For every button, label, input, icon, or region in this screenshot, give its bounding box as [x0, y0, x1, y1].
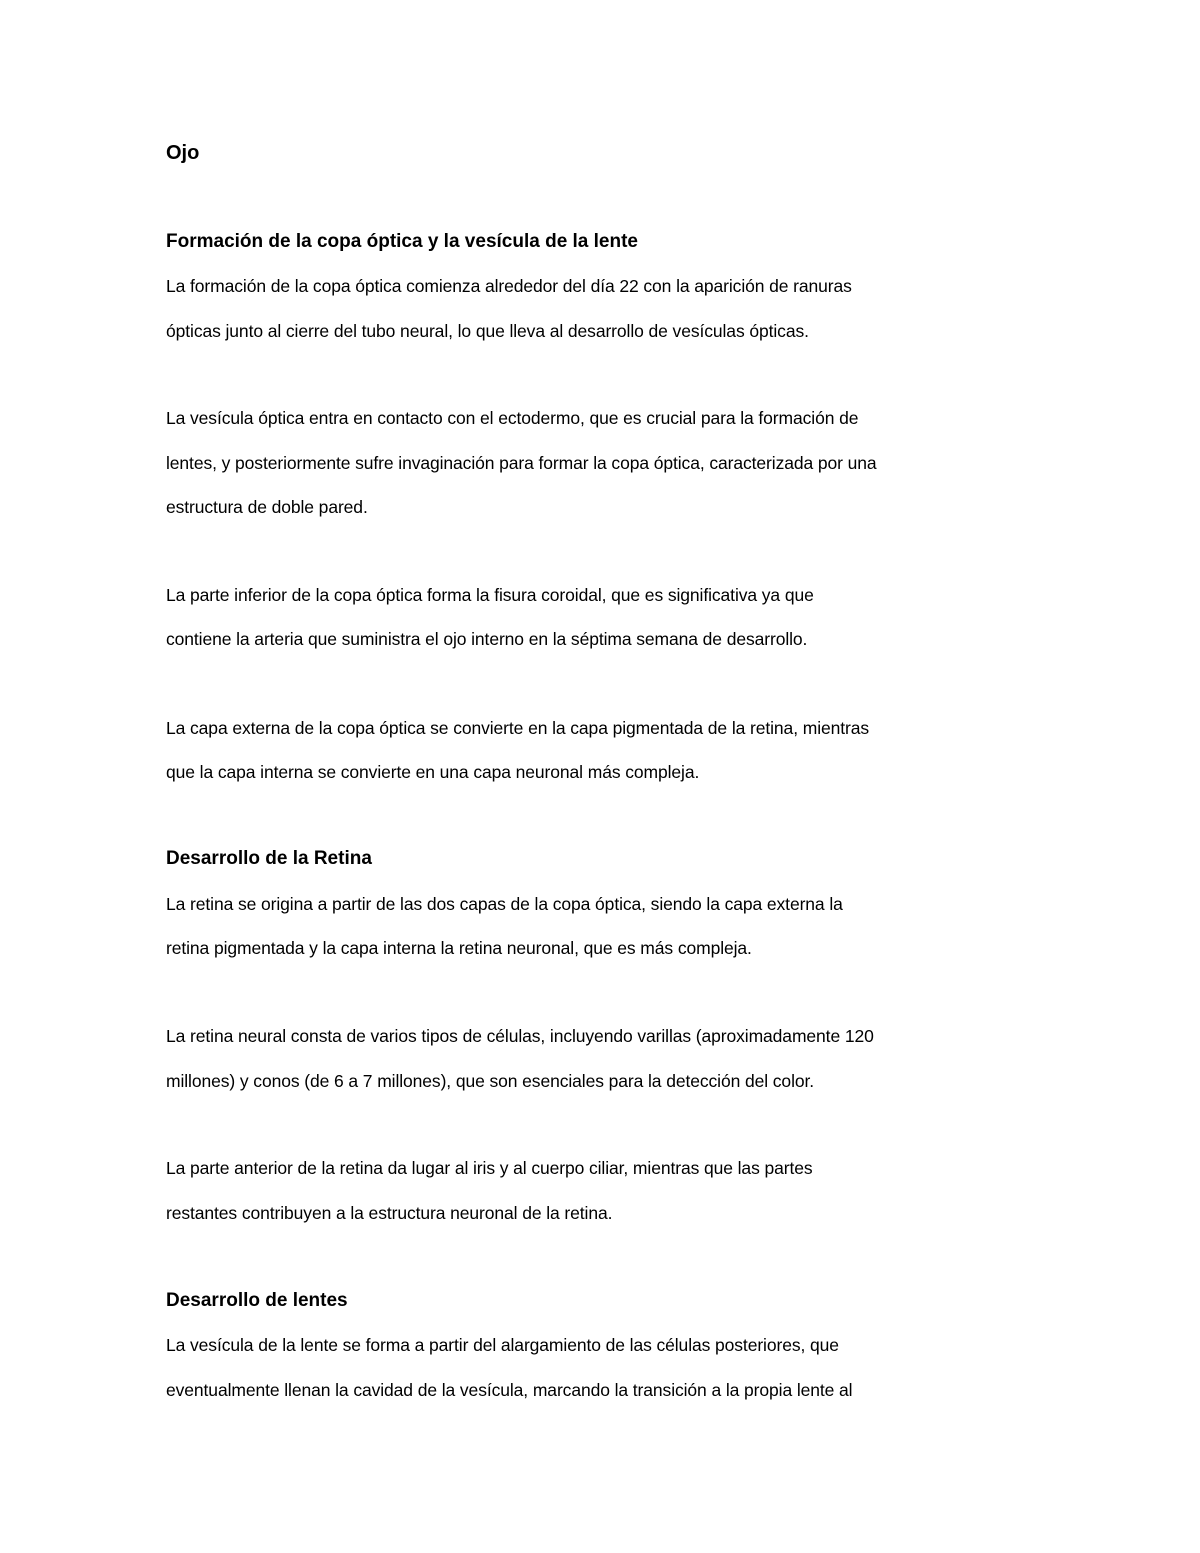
paragraph-line: La capa externa de la copa óptica se convierte en la capa pigmentada de la retina, mientras [166, 718, 870, 738]
paragraph-line: lentes, y posteriormente sufre invaginación para formar la copa óptica, caracterizada por una [166, 453, 877, 473]
paragraph-line: La retina neural consta de varios tipos de células, incluyendo varillas (aproximadamente 120 [166, 1026, 874, 1046]
paragraph-line: La parte anterior de la retina da lugar al iris y al cuerpo ciliar, mientras que las partes [166, 1158, 813, 1178]
paragraph-line: eventualmente llenan la cavidad de la vesícula, marcando la transición a la propia lente al [166, 1380, 853, 1400]
section-heading-retina: Desarrollo de la Retina [166, 848, 372, 869]
paragraph-line: La retina se origina a partir de las dos capas de la copa óptica, siendo la capa externa la [166, 894, 843, 914]
paragraph-line: La vesícula óptica entra en contacto con el ectodermo, que es crucial para la formación de [166, 408, 859, 428]
paragraph-line: restantes contribuyen a la estructura neuronal de la retina. [166, 1203, 613, 1223]
section-heading-optic-cup: Formación de la copa óptica y la vesícula de la lente [166, 231, 639, 252]
paragraph-line: que la capa interna se convierte en una capa neuronal más compleja. [166, 762, 700, 782]
document-title: Ojo [166, 142, 200, 164]
paragraph-line: retina pigmentada y la capa interna la retina neuronal, que es más compleja. [166, 938, 752, 958]
section-heading-lens: Desarrollo de lentes [166, 1290, 348, 1311]
paragraph-line: La vesícula de la lente se forma a partir del alargamiento de las células posteriores, que [166, 1335, 839, 1355]
paragraph-line: millones) y conos (de 6 a 7 millones), que son esenciales para la detección del color. [166, 1071, 815, 1091]
paragraph-line: estructura de doble pared. [166, 497, 368, 517]
paragraph-line: contiene la arteria que suministra el ojo interno en la séptima semana de desarrollo. [166, 629, 808, 649]
paragraph-line: ópticas junto al cierre del tubo neural, lo que lleva al desarrollo de vesículas ópticas. [166, 321, 809, 341]
paragraph-line: La parte inferior de la copa óptica forma la fisura coroidal, que es significativa ya que [166, 585, 814, 605]
paragraph-line: La formación de la copa óptica comienza alrededor del día 22 con la aparición de ranuras [166, 276, 852, 296]
